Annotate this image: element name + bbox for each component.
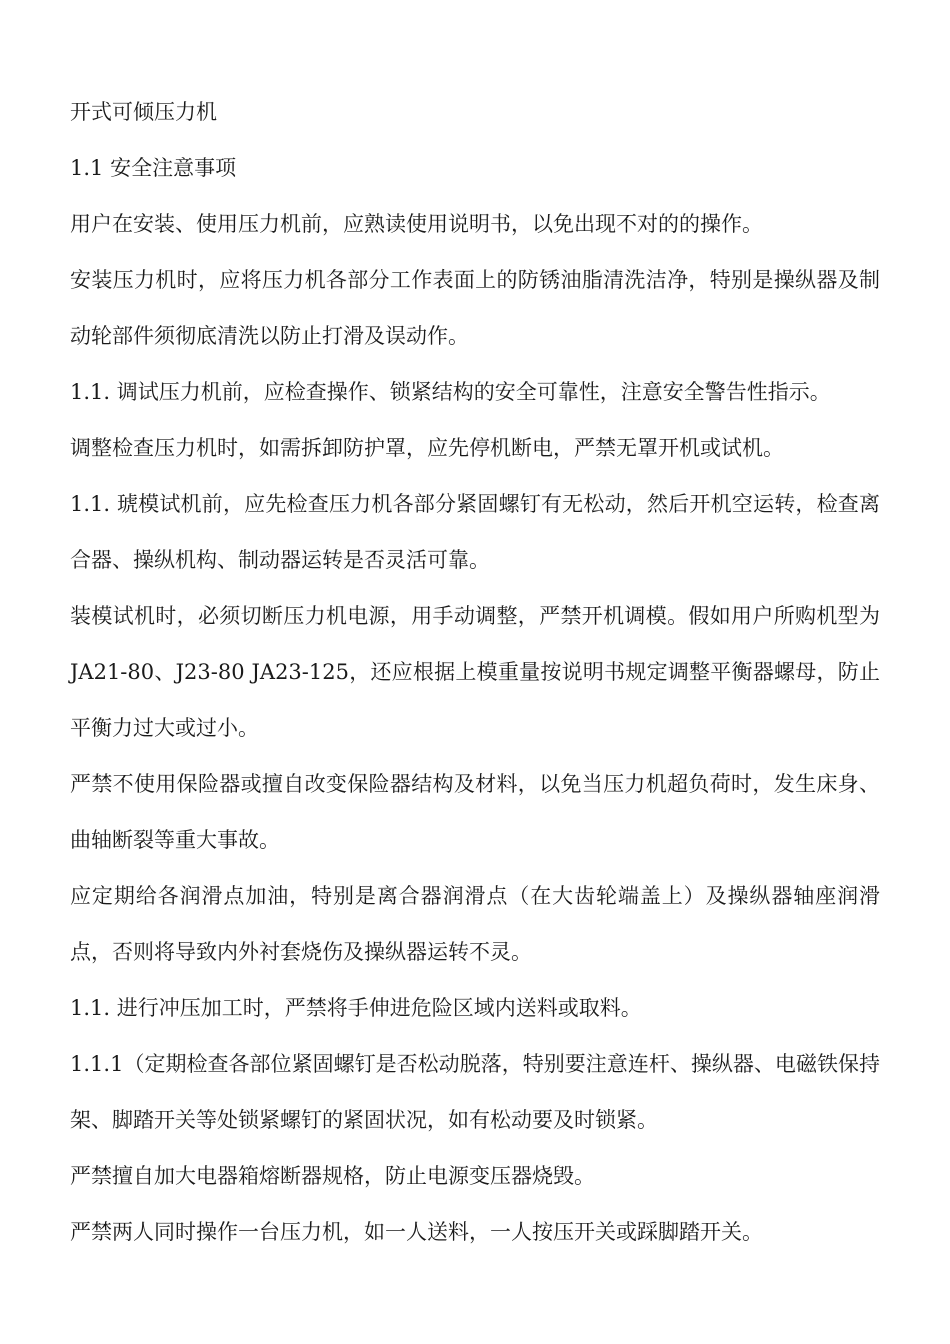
paragraph: 严禁不使用保险器或擅自改变保险器结构及材料，以免当压力机超负荷时，发生床身、曲轴断裂等重大事故。 — [70, 772, 880, 852]
paragraph: 装模试机时，必须切断压力机电源，用手动调整，严禁开机调模。假如用户所购机型为JA21-80、J23-80 JA23-125，还应根据上模重量按说明书规定调整平衡器螺母，防止平衡力过大或过小。 — [70, 604, 880, 740]
document-page — [70, 84, 880, 1260]
paragraph: 应定期给各润滑点加油，特别是离合器润滑点（在大齿轮端盖上）及操纵器轴座润滑点，否则将导致内外衬套烧伤及操纵器运转不灵。 — [70, 884, 880, 964]
paragraph: 严禁两人同时操作一台压力机，如一人送料，一人按压开关或踩脚踏开关。 — [70, 1220, 763, 1244]
paragraph: 用户在安装、使用压力机前，应熟读使用说明书，以免出现不对的的操作。 — [70, 212, 763, 236]
paragraph: 1.1.1（定期检查各部位紧固螺钉是否松动脱落，特别要注意连杆、操纵器、电磁铁保持架、脚踏开关等处锁紧螺钉的紧固状况，如有松动要及时锁紧。 — [70, 1052, 880, 1132]
paragraph: 安装压力机时，应将压力机各部分工作表面上的防锈油脂清洗洁净，特别是操纵器及制动轮部件须彻底清洗以防止打滑及误动作。 — [70, 268, 880, 348]
document-title: 开式可倾压力机 — [70, 100, 217, 124]
paragraph: 严禁擅自加大电器箱熔断器规格，防止电源变压器烧毁。 — [70, 1164, 595, 1188]
paragraph: 调整检查压力机时，如需拆卸防护罩，应先停机断电，严禁无罩开机或试机。 — [70, 436, 784, 460]
paragraph: 1.1. 琥模试机前，应先检查压力机各部分紧固螺钉有无松动，然后开机空运转，检查离合器、操纵机构、制动器运转是否灵活可靠。 — [70, 492, 880, 572]
paragraph: 1.1. 进行冲压加工时，严禁将手伸进危险区域内送料或取料。 — [70, 996, 642, 1020]
section-heading-safety: 1.1 安全注意事项 — [70, 156, 237, 180]
paragraph: 1.1. 调试压力机前，应检查操作、锁紧结构的安全可靠性，注意安全警告性指示。 — [70, 380, 831, 404]
